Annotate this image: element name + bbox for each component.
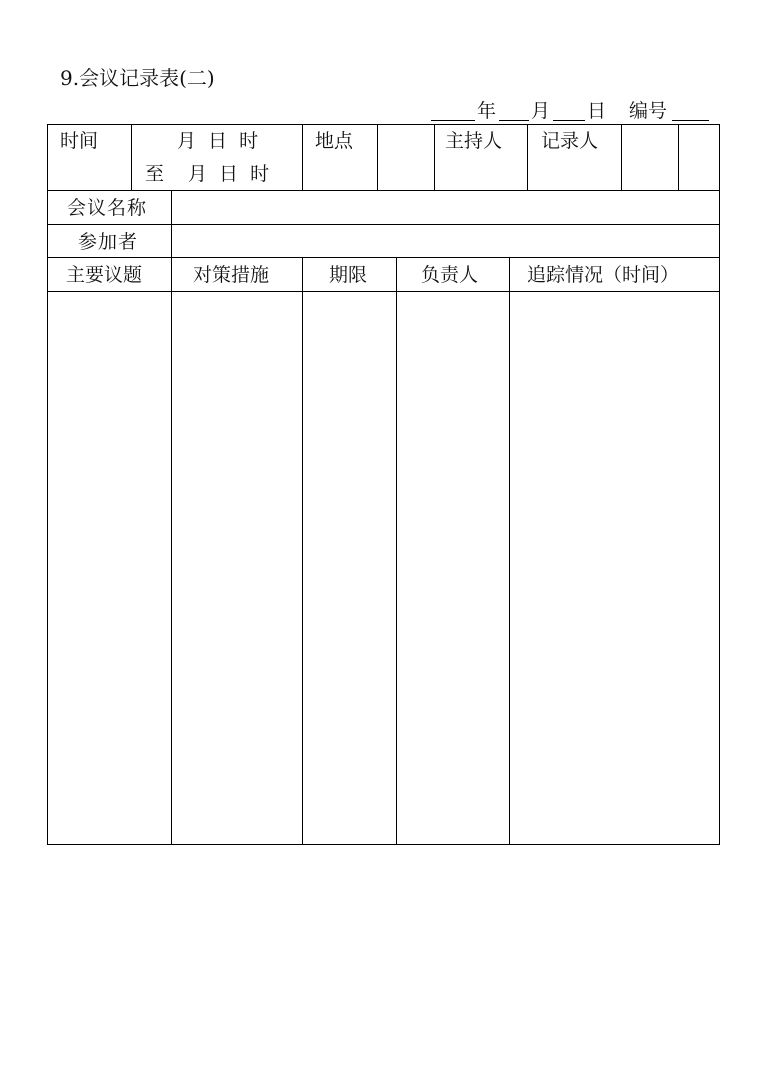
day-underline[interactable] bbox=[553, 120, 585, 121]
column-header-deadline: 期限 bbox=[329, 264, 368, 286]
column-divider bbox=[131, 124, 132, 190]
meeting-name-field[interactable] bbox=[172, 191, 719, 224]
row-divider bbox=[47, 257, 720, 258]
page-title: 9.会议记录表(二) bbox=[60, 66, 215, 90]
column-divider bbox=[302, 124, 303, 190]
time-to: 月 日 时 bbox=[188, 163, 270, 185]
month-label: 月 bbox=[531, 100, 551, 122]
attendees-field[interactable] bbox=[172, 225, 719, 257]
table-border-bottom bbox=[47, 844, 720, 845]
location-field[interactable] bbox=[378, 125, 434, 190]
recorder-label: 记录人 bbox=[541, 130, 599, 152]
column-header-responsible-person: 负责人 bbox=[421, 264, 479, 286]
column-header-tracking-status: 追踪情况（时间） bbox=[527, 264, 680, 286]
day-label: 日 bbox=[587, 100, 607, 122]
location-label: 地点 bbox=[315, 130, 354, 152]
column-header-countermeasures: 对策措施 bbox=[193, 264, 270, 286]
deadline-column-body[interactable] bbox=[303, 292, 396, 844]
table-border-right bbox=[719, 124, 720, 845]
month-underline[interactable] bbox=[499, 120, 529, 121]
meeting-record-table bbox=[47, 124, 720, 845]
year-underline[interactable] bbox=[431, 120, 475, 121]
attendees-label: 参加者 bbox=[78, 231, 139, 253]
serial-underline[interactable] bbox=[672, 120, 709, 121]
column-divider bbox=[434, 124, 435, 190]
time-from: 月 日 时 bbox=[177, 130, 259, 152]
recorder-field[interactable] bbox=[622, 125, 678, 190]
time-to-prefix: 至 bbox=[145, 163, 165, 185]
column-divider bbox=[678, 124, 679, 190]
countermeasures-column-body[interactable] bbox=[172, 292, 302, 844]
year-label: 年 bbox=[477, 100, 497, 122]
column-header-main-topics: 主要议题 bbox=[66, 264, 143, 286]
time-label: 时间 bbox=[60, 130, 99, 152]
serial-label: 编号 bbox=[629, 100, 668, 122]
tracking-status-column-body[interactable] bbox=[510, 292, 719, 844]
main-topics-column-body[interactable] bbox=[48, 292, 171, 844]
responsible-person-column-body[interactable] bbox=[397, 292, 509, 844]
host-label: 主持人 bbox=[445, 130, 503, 152]
meeting-name-label: 会议名称 bbox=[67, 197, 148, 219]
